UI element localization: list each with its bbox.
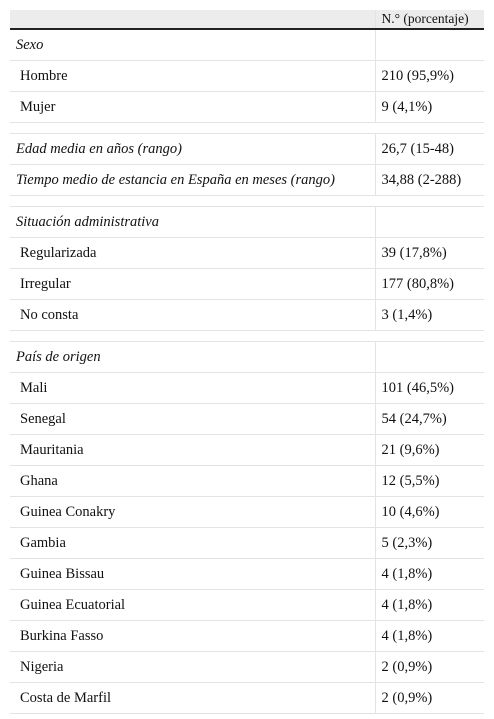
spacer-row xyxy=(10,196,484,207)
spacer-row xyxy=(10,331,484,342)
row-value: 101 (46,5%) xyxy=(375,373,484,404)
table-row xyxy=(10,404,484,435)
spacer-row xyxy=(10,123,484,134)
section-row xyxy=(10,342,484,373)
row-label: Guinea Bissau xyxy=(10,559,375,590)
table-row xyxy=(10,683,484,714)
stat-row xyxy=(10,165,484,196)
table-row xyxy=(10,300,484,331)
row-value: 21 (9,6%) xyxy=(375,435,484,466)
spacer-cell xyxy=(10,331,484,342)
row-label: Costa de Marfil xyxy=(10,683,375,714)
table-row xyxy=(10,92,484,123)
row-value: 3 (1,4%) xyxy=(375,300,484,331)
row-label: Mujer xyxy=(10,92,375,123)
row-value xyxy=(375,207,484,238)
table-row xyxy=(10,466,484,497)
table-row xyxy=(10,269,484,300)
row-label: Gambia xyxy=(10,528,375,559)
section-label: Sexo xyxy=(10,29,375,61)
row-label: Hombre xyxy=(10,61,375,92)
row-label: No consta xyxy=(10,300,375,331)
row-value: 2 (0,9%) xyxy=(375,683,484,714)
table-row xyxy=(10,652,484,683)
row-value: 12 (5,5%) xyxy=(375,466,484,497)
row-value: 39 (17,8%) xyxy=(375,238,484,269)
section-label: País de origen xyxy=(10,342,375,373)
row-value: 4 (1,8%) xyxy=(375,559,484,590)
stat-row xyxy=(10,134,484,165)
header-value-cell: N.° (porcentaje) xyxy=(375,10,484,29)
row-label: Guinea Ecuatorial xyxy=(10,590,375,621)
row-label: Senegal xyxy=(10,404,375,435)
spacer-cell xyxy=(10,196,484,207)
table-header-row xyxy=(10,10,484,29)
row-label: Irregular xyxy=(10,269,375,300)
demographics-table xyxy=(10,10,484,714)
row-value xyxy=(375,29,484,61)
row-value xyxy=(375,342,484,373)
table-body xyxy=(10,29,484,714)
table-row xyxy=(10,238,484,269)
row-value: 4 (1,8%) xyxy=(375,621,484,652)
row-value: 26,7 (15-48) xyxy=(375,134,484,165)
row-value: 2 (0,9%) xyxy=(375,652,484,683)
table-row xyxy=(10,497,484,528)
row-label: Regularizada xyxy=(10,238,375,269)
row-label: Mali xyxy=(10,373,375,404)
table-row xyxy=(10,528,484,559)
row-value: 54 (24,7%) xyxy=(375,404,484,435)
row-label: Ghana xyxy=(10,466,375,497)
row-value: 9 (4,1%) xyxy=(375,92,484,123)
row-value: 210 (95,9%) xyxy=(375,61,484,92)
table-row xyxy=(10,559,484,590)
row-label: Mauritania xyxy=(10,435,375,466)
table-row xyxy=(10,373,484,404)
row-value: 4 (1,8%) xyxy=(375,590,484,621)
row-value: 34,88 (2-288) xyxy=(375,165,484,196)
data-table-container xyxy=(10,10,484,714)
row-value: 177 (80,8%) xyxy=(375,269,484,300)
table-row xyxy=(10,435,484,466)
section-row xyxy=(10,207,484,238)
table-row xyxy=(10,590,484,621)
section-label: Situación administrativa xyxy=(10,207,375,238)
row-value: 10 (4,6%) xyxy=(375,497,484,528)
stat-label: Edad media en años (rango) xyxy=(10,134,375,165)
row-label: Nigeria xyxy=(10,652,375,683)
stat-label: Tiempo medio de estancia en España en meses (rango) xyxy=(10,165,375,196)
row-label: Guinea Conakry xyxy=(10,497,375,528)
row-label: Burkina Fasso xyxy=(10,621,375,652)
spacer-cell xyxy=(10,123,484,134)
row-value: 5 (2,3%) xyxy=(375,528,484,559)
section-row xyxy=(10,29,484,61)
header-label-cell xyxy=(10,10,375,29)
table-row xyxy=(10,621,484,652)
table-row xyxy=(10,61,484,92)
